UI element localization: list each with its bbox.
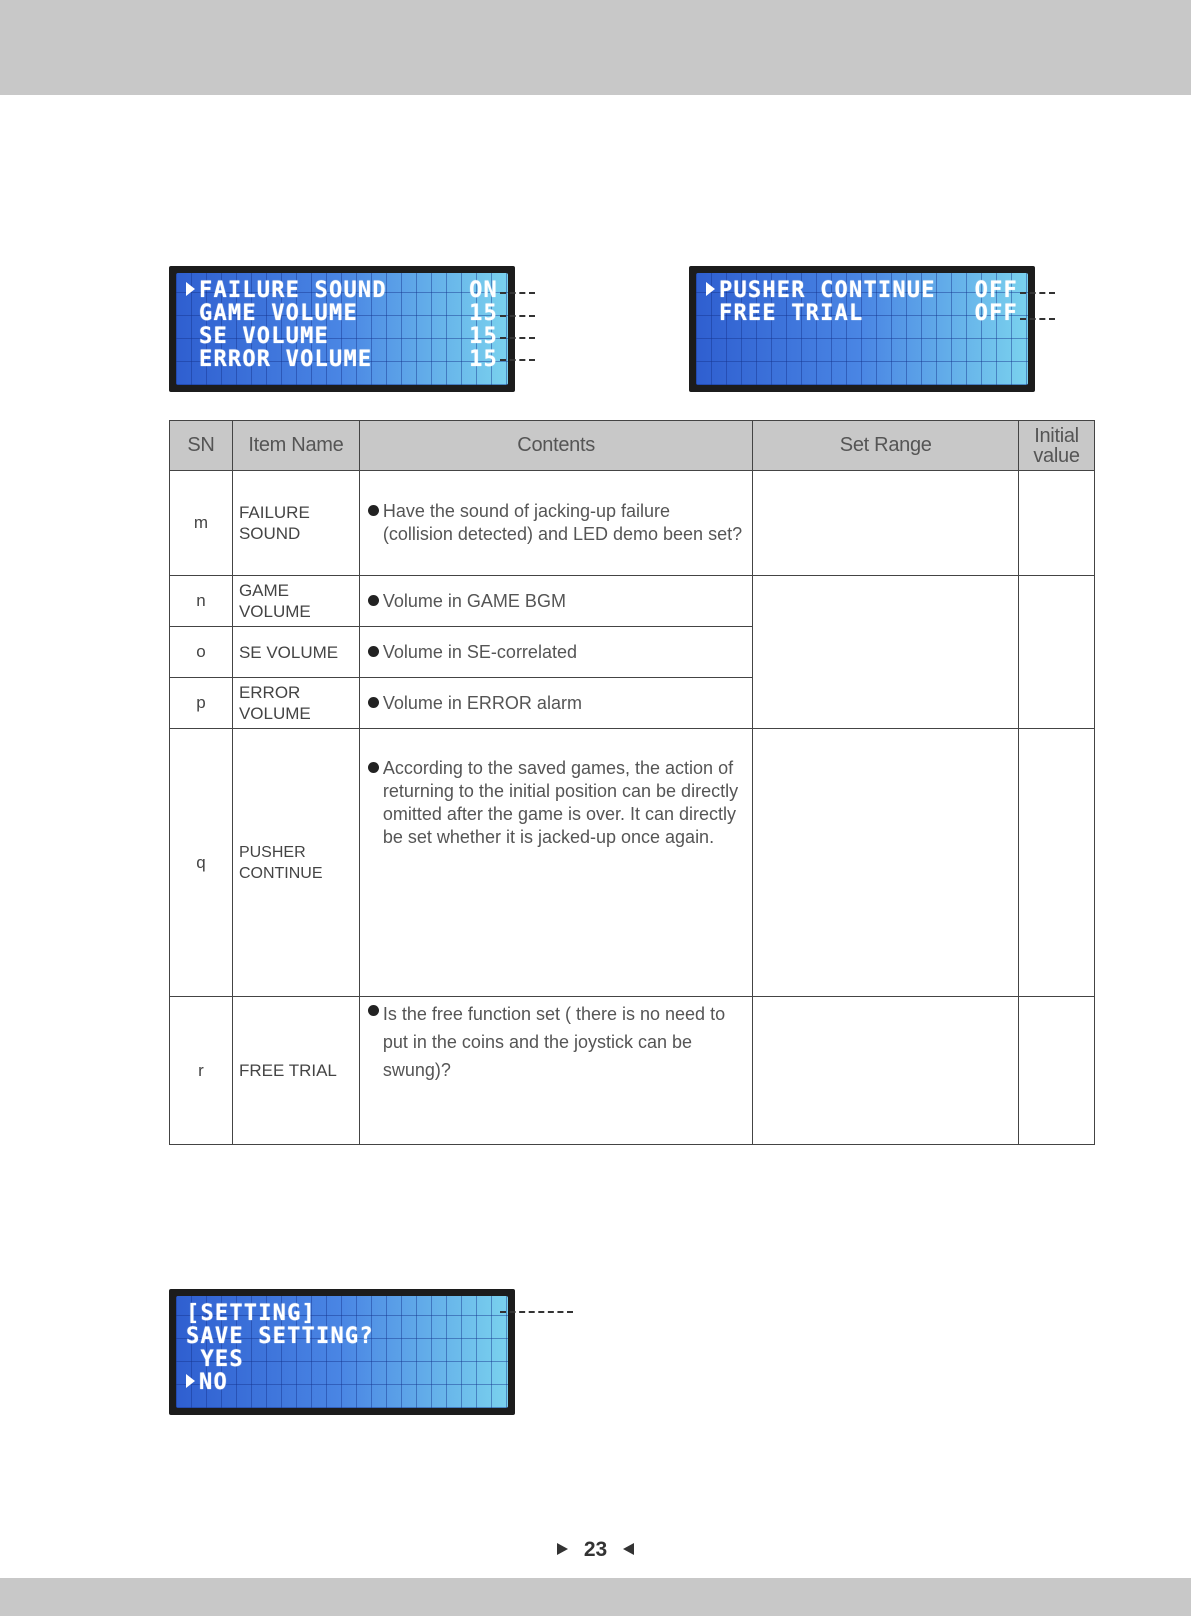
lcd-text: NO xyxy=(199,1370,228,1395)
lcd-label: FAILURE SOUND xyxy=(199,278,387,303)
row-item-name: FAILURE SOUND xyxy=(232,471,359,576)
lcd-value: 15 xyxy=(469,347,498,372)
lcd-line-setting-title xyxy=(186,1302,498,1325)
lcd-text: SAVE SETTING? xyxy=(186,1324,374,1349)
leader-line xyxy=(1020,292,1055,294)
row-sn: q xyxy=(170,729,233,997)
lcd-line-game-volume xyxy=(186,302,498,325)
lcd-label: FREE TRIAL xyxy=(719,301,864,326)
cursor-placeholder xyxy=(706,305,715,319)
lcd-line-save-prompt xyxy=(186,1325,498,1348)
leader-line xyxy=(1020,318,1055,320)
triangle-right-icon xyxy=(557,1543,568,1555)
header-sn: SN xyxy=(170,421,233,471)
lcd-screen xyxy=(176,1296,508,1408)
lcd-audio-settings xyxy=(169,266,515,392)
row-sn: r xyxy=(170,997,233,1145)
row-contents: Have the sound of jacking-up failure (collision detected) and LED demo been set? xyxy=(359,471,753,576)
cursor-icon xyxy=(186,1374,195,1388)
lcd-value: 15 xyxy=(469,324,498,349)
table-row xyxy=(170,471,1095,576)
triangle-left-icon xyxy=(623,1543,634,1555)
lcd-screen xyxy=(176,273,508,385)
row-item-name: SE VOLUME xyxy=(232,627,359,678)
cursor-icon xyxy=(706,282,715,296)
lcd-line-se-volume xyxy=(186,325,498,348)
row-initial-value xyxy=(1019,471,1095,576)
row-sn: p xyxy=(170,678,233,729)
lcd-value: OFF xyxy=(974,278,1018,303)
leader-line xyxy=(500,1311,573,1313)
lcd-line-free-trial xyxy=(706,302,1018,325)
row-set-range xyxy=(753,997,1019,1145)
lcd-line-no xyxy=(186,1371,498,1394)
row-set-range xyxy=(753,471,1019,576)
table-header-row xyxy=(170,421,1095,471)
row-set-range xyxy=(753,576,1019,729)
leader-line xyxy=(500,315,535,317)
row-set-range xyxy=(753,729,1019,997)
lcd-screen xyxy=(696,273,1028,385)
lcd-text: [SETTING] xyxy=(186,1301,317,1326)
lcd-value: ON xyxy=(469,278,498,303)
lcd-text: YES xyxy=(186,1347,244,1372)
lcd-label: GAME VOLUME xyxy=(199,301,358,326)
row-contents: Volume in ERROR alarm xyxy=(359,678,753,729)
header-contents: Contents xyxy=(359,421,753,471)
row-contents: Is the free function set ( there is no need to put in the coins and the joystick can be swung)? xyxy=(359,997,753,1145)
row-item-name: PUSHER CONTINUE xyxy=(232,729,359,997)
leader-line xyxy=(500,359,535,361)
cursor-placeholder xyxy=(186,305,195,319)
lcd-line-yes xyxy=(186,1348,498,1371)
lcd-line-failure-sound xyxy=(186,279,498,302)
header-item-name: Item Name xyxy=(232,421,359,471)
row-initial-value xyxy=(1019,576,1095,729)
table-row xyxy=(170,576,1095,627)
header-set-range: Set Range xyxy=(753,421,1019,471)
leader-line xyxy=(500,337,535,339)
bullet-icon xyxy=(368,505,379,516)
row-contents: According to the saved games, the action of returning to the initial position can be directly omitted after the game is over. It can directly be set whether it is jacked-up once again. xyxy=(359,729,753,997)
lcd-save-setting xyxy=(169,1289,515,1415)
settings-table xyxy=(169,420,1095,1145)
lcd-value: 15 xyxy=(469,301,498,326)
lcd-value: OFF xyxy=(974,301,1018,326)
row-contents: Volume in SE-correlated xyxy=(359,627,753,678)
page-number: 23 xyxy=(0,1538,1191,1562)
row-contents: Volume in GAME BGM xyxy=(359,576,753,627)
lcd-label: SE VOLUME xyxy=(199,324,330,349)
bullet-icon xyxy=(368,646,379,657)
table-row xyxy=(170,729,1095,997)
bullet-icon xyxy=(368,1005,379,1016)
cursor-placeholder xyxy=(186,351,195,365)
row-item-name: FREE TRIAL xyxy=(232,997,359,1145)
bullet-icon xyxy=(368,762,379,773)
header-initial-value: Initial value xyxy=(1019,421,1095,471)
row-item-name: GAME VOLUME xyxy=(232,576,359,627)
cursor-icon xyxy=(186,282,195,296)
lcd-label: PUSHER CONTINUE xyxy=(719,278,936,303)
header-band xyxy=(0,0,1191,95)
bullet-icon xyxy=(368,697,379,708)
lcd-line-pusher-continue xyxy=(706,279,1018,302)
row-initial-value xyxy=(1019,997,1095,1145)
lcd-line-error-volume xyxy=(186,348,498,371)
lcd-label: ERROR VOLUME xyxy=(199,347,373,372)
row-sn: m xyxy=(170,471,233,576)
row-item-name: ERROR VOLUME xyxy=(232,678,359,729)
table-row xyxy=(170,997,1095,1145)
row-sn: n xyxy=(170,576,233,627)
lcd-pusher-settings xyxy=(689,266,1035,392)
leader-line xyxy=(500,292,535,294)
cursor-placeholder xyxy=(186,328,195,342)
row-sn: o xyxy=(170,627,233,678)
bullet-icon xyxy=(368,595,379,606)
footer-band xyxy=(0,1578,1191,1616)
row-initial-value xyxy=(1019,729,1095,997)
